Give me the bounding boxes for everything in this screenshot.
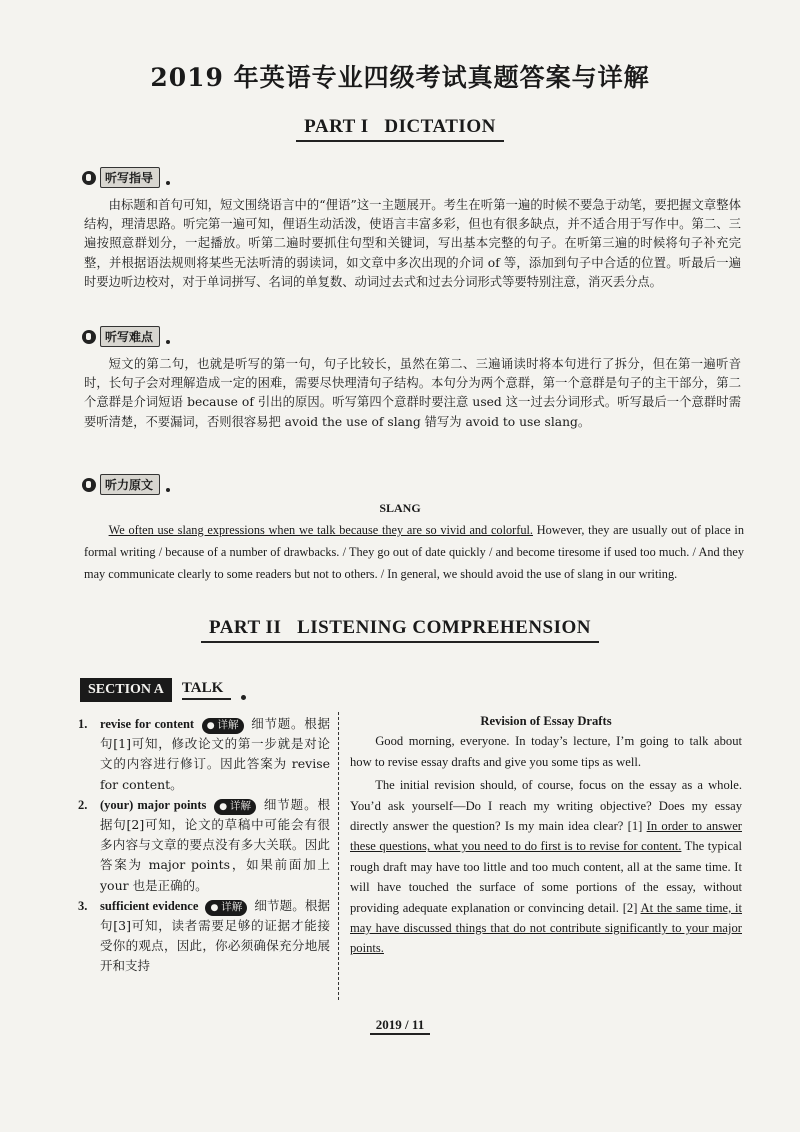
answer-type: 细节题 — [254, 897, 293, 913]
answer-item: 2. (your) major points ● 详解 细节题。根据句[2]可知，论文的草稿中可能会有很多内容与文章的要点没有多大关联。因此答案为 major points，如果前面加上 your 也是正确的。 — [78, 796, 330, 893]
part2-heading — [0, 617, 800, 643]
essay-paragraph-1: Good morning, everyone. In today’s lecture, I’m going to talk about how to revise essay drafts and give you some tips as well. — [350, 734, 742, 769]
difficulty-paragraph: 短文的第二句，也就是听写的第一句，句子比较长，虽然在第二、三遍诵读时将本句进行了拆分，但在第一遍听音时，长句子会对理解造成一定的困难，需要尽快理清句子结构。本句分为两个意群，第一个意群是句子的主干部分，第二个意群是介词短语 because of 引出的原因。听写第四个意群时要注意 used 这一过去分词形式。听写最后一个意群时需要听清楚，不要漏词，否则很容易把 avoid the use of slang 错写为 avoid to use slang。 — [84, 357, 741, 429]
answer-text: 根据句[1]可知，修改论文的第一步就是对论文的内容进行修订。因此答案为 revise for content。 — [100, 716, 330, 792]
tag-label: 听写难点 — [100, 326, 160, 347]
answer-item: 1. revise for content ● 详解 细节题。根据句[1]可知，修改论文的第一步就是对论文的内容进行修订。因此答案为 revise for content。 — [78, 716, 330, 792]
answer-column — [78, 714, 330, 977]
script-title: SLANG — [379, 501, 421, 515]
tag-dictation-guide — [82, 167, 170, 188]
answer-item: 3. sufficient evidence ● 详解 细节题。根据句[3]可知，读者需要足够的证据才能接受你的观点，因此，你必须确保充分地展开和支持 — [78, 897, 330, 974]
script-underlined: We often use slang expressions when we talk because they are so vivid and colorful. — [108, 523, 533, 537]
headphone-icon — [82, 171, 96, 185]
part1-heading — [0, 116, 800, 142]
detail-badge: ● 详解 — [205, 900, 247, 916]
answer-text: 根据句[3]可知，读者需要足够的证据才能接受你的观点，因此，你必须确保充分地展开和支持 — [100, 897, 330, 974]
headphone-icon — [82, 478, 96, 492]
tag-listening-script — [82, 474, 170, 495]
section-a-header — [80, 678, 246, 702]
answer-key: revise for content — [100, 717, 195, 731]
tag-label: 听力原文 — [100, 474, 160, 495]
detail-badge: ● 详解 — [214, 799, 256, 815]
section-name: TALK — [182, 680, 231, 700]
headphone-icon — [82, 330, 96, 344]
answer-type: 细节题 — [263, 796, 305, 812]
answer-key: sufficient evidence — [100, 898, 199, 913]
page-title: 2019 年英语专业四级考试真题答案与详解 — [150, 63, 650, 92]
script-rest: However, they are usually out of place in formal writing / because of a number of drawbacks. / They go out of date quickly / and become tiresome if used too much. / And they may communicate clearly to some readers but not to others. / In general, we should avoid the use of slang in our writing. — [84, 523, 744, 581]
detail-badge: ● 详解 — [202, 718, 244, 734]
page-number: 2019 / 11 — [0, 1017, 800, 1033]
part2-heading-text: PART II LISTENING COMPREHENSION — [201, 617, 599, 643]
section-label: SECTION A — [80, 678, 172, 702]
part1-heading-text: PART I DICTATION — [296, 116, 504, 142]
essay-title: Revision of Essay Drafts — [480, 714, 612, 728]
answer-text: 根据句[2]可知，论文的草稿中可能会有很多内容与文章的要点没有多大关联。因此答案为 major points，如果前面加上 your 也是正确的。 — [100, 796, 330, 893]
answer-type: 细节题 — [251, 716, 291, 731]
answer-key: (your) major points — [100, 797, 207, 812]
column-divider — [338, 712, 339, 1000]
script-text — [84, 519, 744, 585]
tag-dictation-difficulty — [82, 326, 170, 347]
essay-column — [350, 711, 742, 962]
essay-paragraph-2: The initial revision should, of course, focus on the essay as a whole. You’d ask yourself—Do I reach my writing objective? Does my essay directly answer the question? Is my main idea clear? [1] In order to answer these questions, what you need to do first is to revise for content. The typical rough draft may have too little and too much content, all at the same time. It will have touched the surface of some portions of the essay, without providing adequate explanation or convincing detail. [2] At the same time, it may have discussed things that do not contribute significantly to your major points. — [350, 778, 743, 956]
tag-label: 听写指导 — [100, 167, 160, 188]
guide-paragraph: 由标题和首句可知，短文围绕语言中的“俚语”这一主题展开。考生在听第一遍的时候不要急于动笔，要把握文章整体结构，理清思路。听完第一遍可知，俚语生动活泼，使语言丰富多彩，但也有很多缺点，并不适合用于写作中。第二、三遍按照意群划分，一起播放。听第二遍时要抓住句型和关键词，写出基本完整的句子。在听第三遍的时候将句子补充完整，并根据语法规则将某些无法听清的弱读词，如文章中多次出现的介词 of 等，添加到句子中合适的位置。听最后一遍时要边听边校对，对于单词拼写、名词的单复数、动词过去式和过去分词形式等要特别注意，消灭丢分点。 — [84, 198, 741, 289]
